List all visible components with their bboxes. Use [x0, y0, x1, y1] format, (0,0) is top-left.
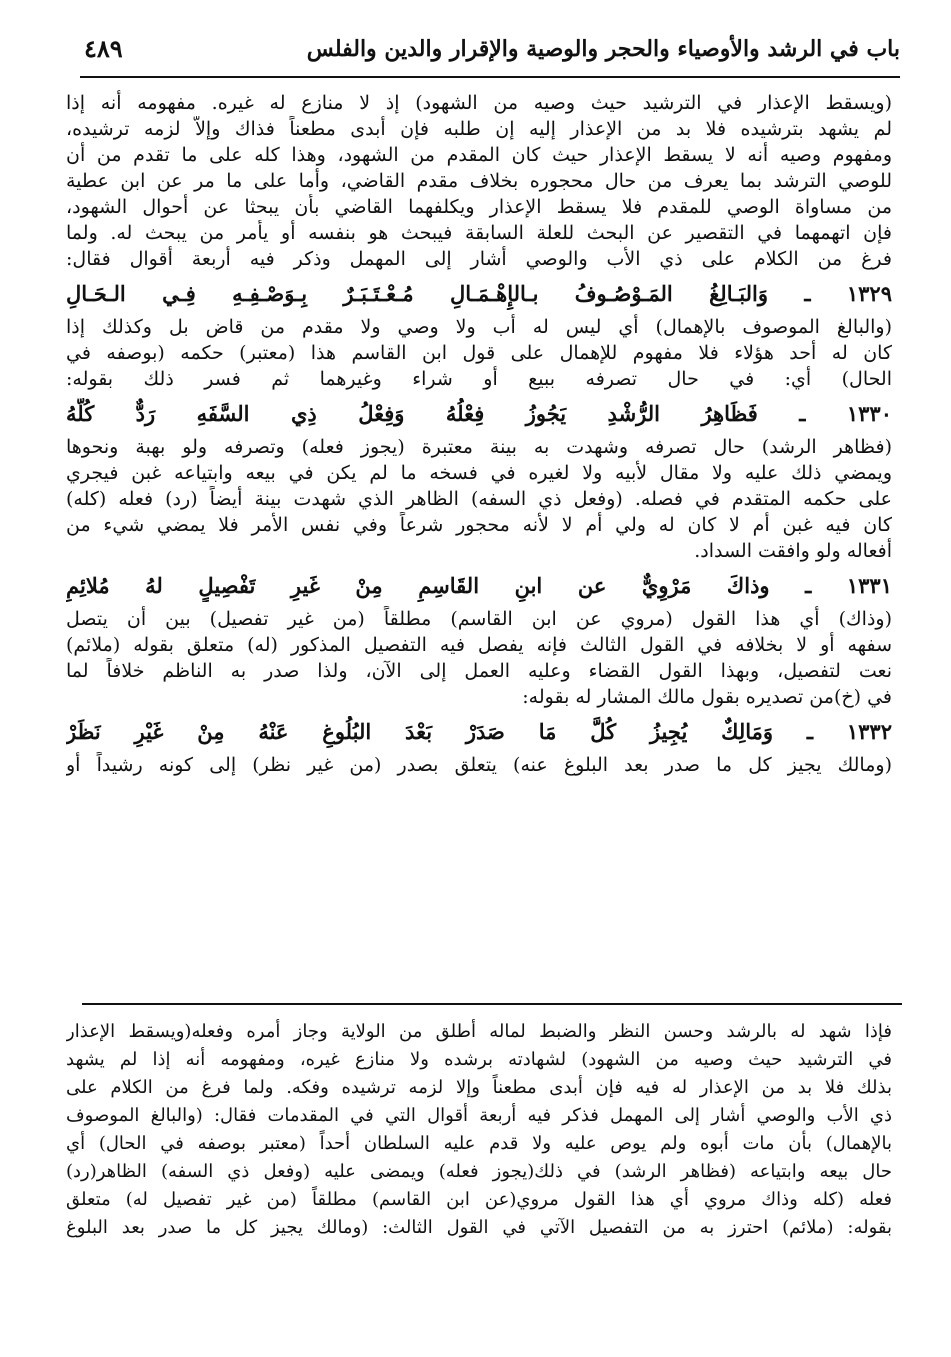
footnote-line: فإذا شهد له بالرشد وحسن النظر والضبط لماله أطلق من الولاية وجاز أمره وفعله(ويسقط الإعذار — [66, 1021, 892, 1042]
text-line: الحال) أي: في حال تصرفه ببيع أو شراء وغيرهما ثم فسر ذلك بقوله: — [66, 368, 892, 390]
footnote-line: ذي الأب والوصي أشار إلى المهمل فذكر فيه أربعة أقوال التي في المقدمات فقال: (والبالغ الموصوف — [66, 1105, 892, 1126]
commentary-block-1 — [66, 90, 892, 272]
verse-1332: ١٣٣٢ ـ وَمَالِكٌ يُجِيزُ كُلَّ مَا صَدَرْ بَعْدَ البُلُوغِ عَنْهُ مِنْ غَيْرِ نَظَرْ — [66, 719, 892, 744]
page-header — [80, 30, 900, 78]
footnote-line: بذلك فلا بد من الإعذار له فيه فإن أبدى مطعناً وإلا لزمه ترشيده وفكه. ولما فرغ من الكلام على — [66, 1077, 892, 1098]
commentary-block-5 — [66, 752, 892, 778]
verse-1329: ١٣٢٩ ـ وَالبَـالِغُ المَـوْصُـوفُ بـالإِهْـمَـالِ مُـعْـتَـبَـرٌ بِـوَصْـفِـهِ فِـي الـحَـالِ — [66, 281, 892, 306]
footnote-line: فعله (كله وذاك مروي أي هذا القول مروي(عن ابن القاسم) مطلقاً (من غير تفصيل له) متعلق — [66, 1189, 892, 1210]
footnote-separator — [82, 1003, 902, 1005]
text-line: كان له أحد هؤلاء فلا مفهوم للإهمال على قول ابن القاسم هذا (معتبر) حكمه (بوصفه في — [66, 342, 892, 364]
text-line: (فظاهر الرشد) حال تصرفه وشهدت به بينة معتبرة (يجوز فعله) وتصرفه ولو بهبة ونحوها — [66, 436, 892, 458]
verse-1331: ١٣٣١ ـ وذاكَ مَرْوِيٌّ عن ابنِ القَاسِمِ مِنْ غَيرِ تَفْصِيلٍ لهُ مُلائِمِ — [66, 573, 892, 598]
text-line: من مساواة الوصي للمقدم فلا يسقط الإعذار ويكلفهما القاضي بأن يبحثا عن أحوال الشهود، — [66, 196, 892, 218]
page-number: ٤٨٩ — [84, 34, 123, 63]
text-line: فرغ من الكلام على ذي الأب والوصي أشار إلى المهمل وذكر فيه أربعة أقوال فقال: — [66, 248, 892, 270]
text-line: في (خ)من تصديره بقول مالك المشار له بقوله: — [522, 686, 892, 708]
running-title: باب في الرشد والأوصياء والحجر والوصية والإقرار والدين والفلس — [306, 36, 900, 62]
text-line: فإن اتهمهما في التقصير عن البحث للعلة السابقة فيبحث هو بنفسه أو يأمر من يبحث له. ولما — [66, 222, 892, 244]
commentary-block-4 — [66, 606, 892, 710]
text-line: لم يشهد بترشيده فلا بد من الإعذار إليه إن طلبه فإن أبدى مطعناً فذاك وإلاّ لزمه ترشيده، — [66, 118, 892, 140]
main-text — [66, 90, 892, 782]
text-line: ومفهوم وصيه أنه لا يسقط الإعذار حيث كان المقدم من الشهود، وهذا كله على ما تقدم من أن — [66, 144, 892, 166]
footnote-commentary — [66, 1018, 892, 1242]
text-line: (ويسقط الإعذار في الترشيد حيث وصيه من الشهود) إذ لا منازع له غيره. مفهومه أنه إذا — [66, 92, 892, 114]
footnote-line: في الترشيد حيث وصيه من الشهود) لشهادته برشده ولا منازع غيره، ومفهومه أنه إذا لم يشهد — [66, 1049, 892, 1070]
footnote-line: حال بيعه وابتياعه (فظاهر الرشد) في ذلك(يجوز فعله) ويمضى عليه (وفعل ذي السفه) الظاهر(رد) — [66, 1161, 892, 1182]
text-line: سفهه أو لا بخلافه في القول الثالث فإنه يفصل فيه التفصيل المذكور (له) متعلق بقوله (ملائم) — [66, 634, 892, 656]
text-line: كان فيه غبن أم لا كان له ولي أم لا لأنه محجور شرعاً وفي نفس الأمر فلا يمضي شيء من — [66, 514, 892, 536]
commentary-block-2 — [66, 314, 892, 392]
text-line: على حكمه المتقدم في فصله. (وفعل ذي السفه) الظاهر الذي شهدت بينة أيضاً (رد) فعله (كله) — [66, 488, 892, 510]
text-line: أفعاله ولو وافقت السداد. — [694, 540, 892, 562]
text-line: ويمضي ذلك عليه ولا مقال لأبيه ولا لغيره في فسخه ما لم يكن في بيعه وابتياعه غبن فيجري — [66, 462, 892, 484]
text-line: (والبالغ الموصوف بالإهمال) أي ليس له أب ولا وصي ولا مقدم من قاض بل وكذلك إذا — [66, 316, 892, 338]
text-line: (وذاك) أي هذا القول (مروي عن ابن القاسم) مطلقاً (من غير تفصيل) بين أن يتصل — [66, 608, 892, 630]
footnote-line: بقوله: (ملائم) احترز به من التفصيل الآتي في القول الثالث: (ومالك يجيز كل ما صدر بعد البلوغ — [66, 1217, 892, 1238]
text-line: نعت لتفصيل، وبهذا القول القضاء وعليه العمل إلى الآن، ولذا صدر به الناظم خلافاً لما — [66, 660, 892, 682]
text-line: (ومالك يجيز كل ما صدر بعد البلوغ عنه) يتعلق بصدر (من غير نظر) إلى كونه رشيداً أو — [66, 754, 892, 776]
text-line: للوصي الترشد بما يعرف من حال محجوره بخلاف مقدم القاضي، وأما على ما مر عن ابن عطية — [66, 170, 892, 192]
verse-1330: ١٣٣٠ ـ فَظَاهِرُ الرُّشْدِ يَجُوزُ فِعْلُهُ وَفِعْلُ ذِي السَّفَهِ رَدٌّ كُلُّهُ — [66, 401, 892, 426]
commentary-block-3 — [66, 434, 892, 564]
footnote-line: بالإهمال) بأن مات أبوه ولم يوص عليه ولا قدم عليه السلطان أحداً (معتبر بوصفه في الحال) أي — [66, 1133, 892, 1154]
